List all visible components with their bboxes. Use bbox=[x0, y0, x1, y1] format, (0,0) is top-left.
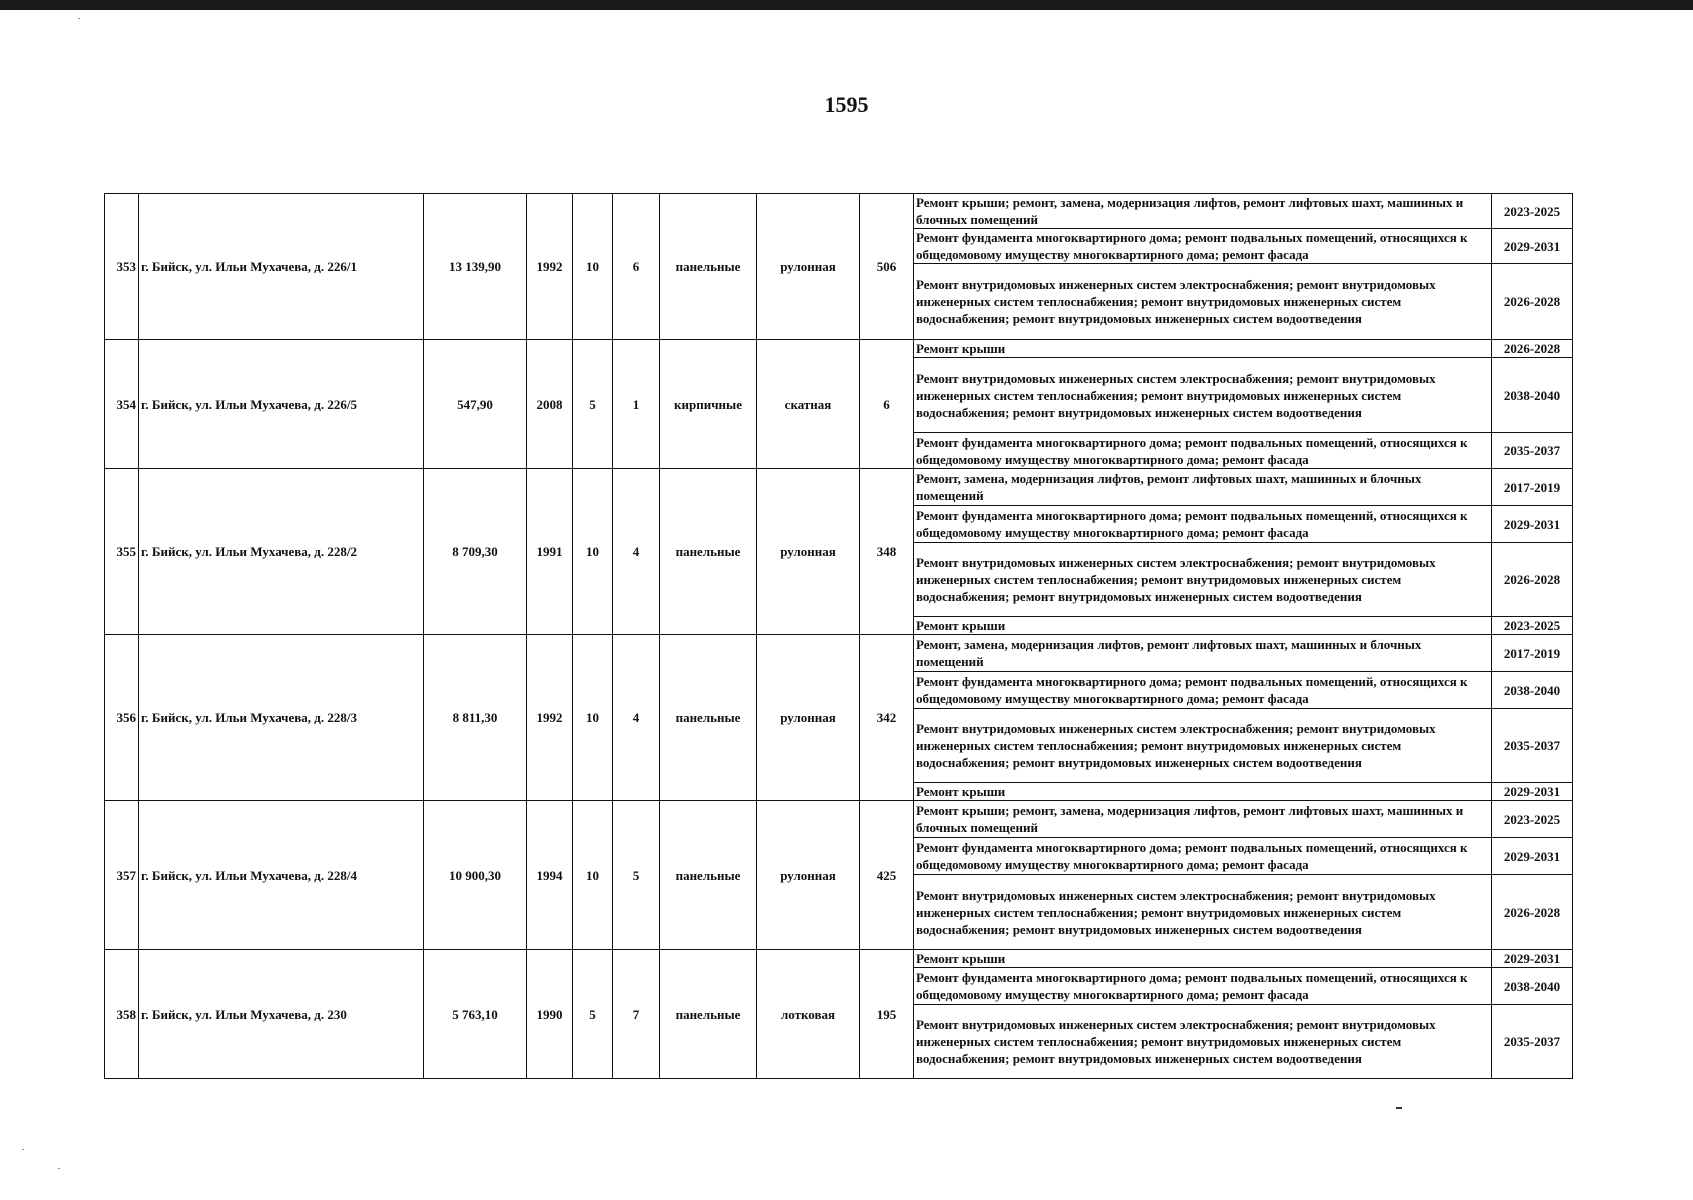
year-cell: 1992 bbox=[527, 635, 573, 801]
work-description: Ремонт внутридомовых инженерных систем электроснабжения; ремонт внутридомовых инженерных систем теплоснабжения; ремонт внутридомовых инженерных систем водоснабжения; ремонт внутридомовых инженерных систем водоотведения bbox=[914, 1005, 1492, 1079]
scan-speck bbox=[78, 18, 80, 19]
area-cell: 8 709,30 bbox=[424, 469, 527, 635]
work-period: 2029-2031 bbox=[1492, 506, 1573, 543]
housing-repair-table bbox=[104, 193, 1573, 1079]
address-cell: г. Бийск, ул. Ильи Мухачева, д. 226/5 bbox=[139, 340, 424, 469]
work-description: Ремонт внутридомовых инженерных систем электроснабжения; ремонт внутридомовых инженерных систем теплоснабжения; ремонт внутридомовых инженерных систем водоснабжения; ремонт внутридомовых инженерных систем водоотведения bbox=[914, 264, 1492, 340]
work-period: 2026-2028 bbox=[1492, 875, 1573, 950]
work-description: Ремонт фундамента многоквартирного дома; ремонт подвальных помещений, относящихся к общедомовому имуществу многоквартирного дома; ремонт фасада bbox=[914, 672, 1492, 709]
work-period: 2023-2025 bbox=[1492, 617, 1573, 635]
work-description: Ремонт крыши bbox=[914, 617, 1492, 635]
area-cell: 8 811,30 bbox=[424, 635, 527, 801]
year-cell: 2008 bbox=[527, 340, 573, 469]
floors-cell: 5 bbox=[573, 340, 613, 469]
table-row bbox=[105, 469, 1573, 506]
work-description: Ремонт, замена, модернизация лифтов, ремонт лифтовых шахт, машинных и блочных помещений bbox=[914, 469, 1492, 506]
scan-mark bbox=[1396, 1107, 1402, 1109]
work-period: 2026-2028 bbox=[1492, 340, 1573, 358]
residents-cell: 6 bbox=[860, 340, 914, 469]
entrances-cell: 6 bbox=[613, 194, 660, 340]
year-cell: 1990 bbox=[527, 950, 573, 1079]
floors-cell: 10 bbox=[573, 469, 613, 635]
work-description: Ремонт фундамента многоквартирного дома; ремонт подвальных помещений, относящихся к общедомовому имуществу многоквартирного дома; ремонт фасада bbox=[914, 433, 1492, 469]
area-cell: 547,90 bbox=[424, 340, 527, 469]
floors-cell: 10 bbox=[573, 801, 613, 950]
area-cell: 13 139,90 bbox=[424, 194, 527, 340]
work-period: 2023-2025 bbox=[1492, 801, 1573, 838]
address-cell: г. Бийск, ул. Ильи Мухачева, д. 228/2 bbox=[139, 469, 424, 635]
roof-cell: скатная bbox=[757, 340, 860, 469]
scan-speck bbox=[22, 1149, 24, 1150]
work-period: 2026-2028 bbox=[1492, 543, 1573, 617]
year-cell: 1992 bbox=[527, 194, 573, 340]
residents-cell: 342 bbox=[860, 635, 914, 801]
work-description: Ремонт внутридомовых инженерных систем электроснабжения; ремонт внутридомовых инженерных систем теплоснабжения; ремонт внутридомовых инженерных систем водоснабжения; ремонт внутридомовых инженерных систем водоотведения bbox=[914, 875, 1492, 950]
table-row bbox=[105, 635, 1573, 672]
residents-cell: 348 bbox=[860, 469, 914, 635]
area-cell: 10 900,30 bbox=[424, 801, 527, 950]
table-row bbox=[105, 801, 1573, 838]
scan-top-border bbox=[0, 0, 1693, 10]
year-cell: 1991 bbox=[527, 469, 573, 635]
work-description: Ремонт внутридомовых инженерных систем электроснабжения; ремонт внутридомовых инженерных систем теплоснабжения; ремонт внутридомовых инженерных систем водоснабжения; ремонт внутридомовых инженерных систем водоотведения bbox=[914, 543, 1492, 617]
address-cell: г. Бийск, ул. Ильи Мухачева, д. 230 bbox=[139, 950, 424, 1079]
work-description: Ремонт, замена, модернизация лифтов, ремонт лифтовых шахт, машинных и блочных помещений bbox=[914, 635, 1492, 672]
work-description: Ремонт крыши bbox=[914, 950, 1492, 968]
table-row bbox=[105, 950, 1573, 968]
entrances-cell: 7 bbox=[613, 950, 660, 1079]
walls-cell: панельные bbox=[660, 194, 757, 340]
floors-cell: 10 bbox=[573, 194, 613, 340]
address-cell: г. Бийск, ул. Ильи Мухачева, д. 228/3 bbox=[139, 635, 424, 801]
work-description: Ремонт фундамента многоквартирного дома; ремонт подвальных помещений, относящихся к общедомовому имуществу многоквартирного дома; ремонт фасада bbox=[914, 968, 1492, 1005]
roof-cell: рулонная bbox=[757, 635, 860, 801]
work-period: 2035-2037 bbox=[1492, 433, 1573, 469]
work-period: 2023-2025 bbox=[1492, 194, 1573, 229]
work-description: Ремонт фундамента многоквартирного дома; ремонт подвальных помещений, относящихся к общедомовому имуществу многоквартирного дома; ремонт фасада bbox=[914, 838, 1492, 875]
work-period: 2029-2031 bbox=[1492, 229, 1573, 264]
work-period: 2029-2031 bbox=[1492, 783, 1573, 801]
walls-cell: кирпичные bbox=[660, 340, 757, 469]
entrances-cell: 4 bbox=[613, 635, 660, 801]
walls-cell: панельные bbox=[660, 469, 757, 635]
address-cell: г. Бийск, ул. Ильи Мухачева, д. 226/1 bbox=[139, 194, 424, 340]
row-number: 353 bbox=[105, 194, 139, 340]
work-period: 2029-2031 bbox=[1492, 950, 1573, 968]
residents-cell: 506 bbox=[860, 194, 914, 340]
work-period: 2035-2037 bbox=[1492, 709, 1573, 783]
area-cell: 5 763,10 bbox=[424, 950, 527, 1079]
work-period: 2038-2040 bbox=[1492, 968, 1573, 1005]
work-description: Ремонт крыши; ремонт, замена, модернизация лифтов, ремонт лифтовых шахт, машинных и блочных помещений bbox=[914, 194, 1492, 229]
walls-cell: панельные bbox=[660, 635, 757, 801]
work-description: Ремонт крыши bbox=[914, 783, 1492, 801]
residents-cell: 425 bbox=[860, 801, 914, 950]
work-period: 2017-2019 bbox=[1492, 635, 1573, 672]
walls-cell: панельные bbox=[660, 801, 757, 950]
address-cell: г. Бийск, ул. Ильи Мухачева, д. 228/4 bbox=[139, 801, 424, 950]
work-period: 2017-2019 bbox=[1492, 469, 1573, 506]
row-number: 354 bbox=[105, 340, 139, 469]
scan-speck bbox=[58, 1168, 60, 1169]
floors-cell: 10 bbox=[573, 635, 613, 801]
work-description: Ремонт крыши; ремонт, замена, модернизация лифтов, ремонт лифтовых шахт, машинных и блочных помещений bbox=[914, 801, 1492, 838]
work-period: 2029-2031 bbox=[1492, 838, 1573, 875]
residents-cell: 195 bbox=[860, 950, 914, 1079]
work-description: Ремонт крыши bbox=[914, 340, 1492, 358]
entrances-cell: 4 bbox=[613, 469, 660, 635]
work-description: Ремонт фундамента многоквартирного дома; ремонт подвальных помещений, относящихся к общедомовому имуществу многоквартирного дома; ремонт фасада bbox=[914, 506, 1492, 543]
row-number: 355 bbox=[105, 469, 139, 635]
work-period: 2026-2028 bbox=[1492, 264, 1573, 340]
table-body bbox=[105, 194, 1573, 1079]
work-description: Ремонт внутридомовых инженерных систем электроснабжения; ремонт внутридомовых инженерных систем теплоснабжения; ремонт внутридомовых инженерных систем водоснабжения; ремонт внутридомовых инженерных систем водоотведения bbox=[914, 358, 1492, 433]
roof-cell: рулонная bbox=[757, 469, 860, 635]
year-cell: 1994 bbox=[527, 801, 573, 950]
roof-cell: рулонная bbox=[757, 801, 860, 950]
work-period: 2038-2040 bbox=[1492, 672, 1573, 709]
walls-cell: панельные bbox=[660, 950, 757, 1079]
row-number: 358 bbox=[105, 950, 139, 1079]
roof-cell: рулонная bbox=[757, 194, 860, 340]
row-number: 357 bbox=[105, 801, 139, 950]
work-description: Ремонт внутридомовых инженерных систем электроснабжения; ремонт внутридомовых инженерных систем теплоснабжения; ремонт внутридомовых инженерных систем водоснабжения; ремонт внутридомовых инженерных систем водоотведения bbox=[914, 709, 1492, 783]
row-number: 356 bbox=[105, 635, 139, 801]
work-period: 2038-2040 bbox=[1492, 358, 1573, 433]
entrances-cell: 1 bbox=[613, 340, 660, 469]
work-description: Ремонт фундамента многоквартирного дома; ремонт подвальных помещений, относящихся к общедомовому имуществу многоквартирного дома; ремонт фасада bbox=[914, 229, 1492, 264]
work-period: 2035-2037 bbox=[1492, 1005, 1573, 1079]
floors-cell: 5 bbox=[573, 950, 613, 1079]
roof-cell: лотковая bbox=[757, 950, 860, 1079]
table-row bbox=[105, 340, 1573, 358]
table-row bbox=[105, 194, 1573, 229]
page-number: 1595 bbox=[824, 92, 869, 117]
entrances-cell: 5 bbox=[613, 801, 660, 950]
